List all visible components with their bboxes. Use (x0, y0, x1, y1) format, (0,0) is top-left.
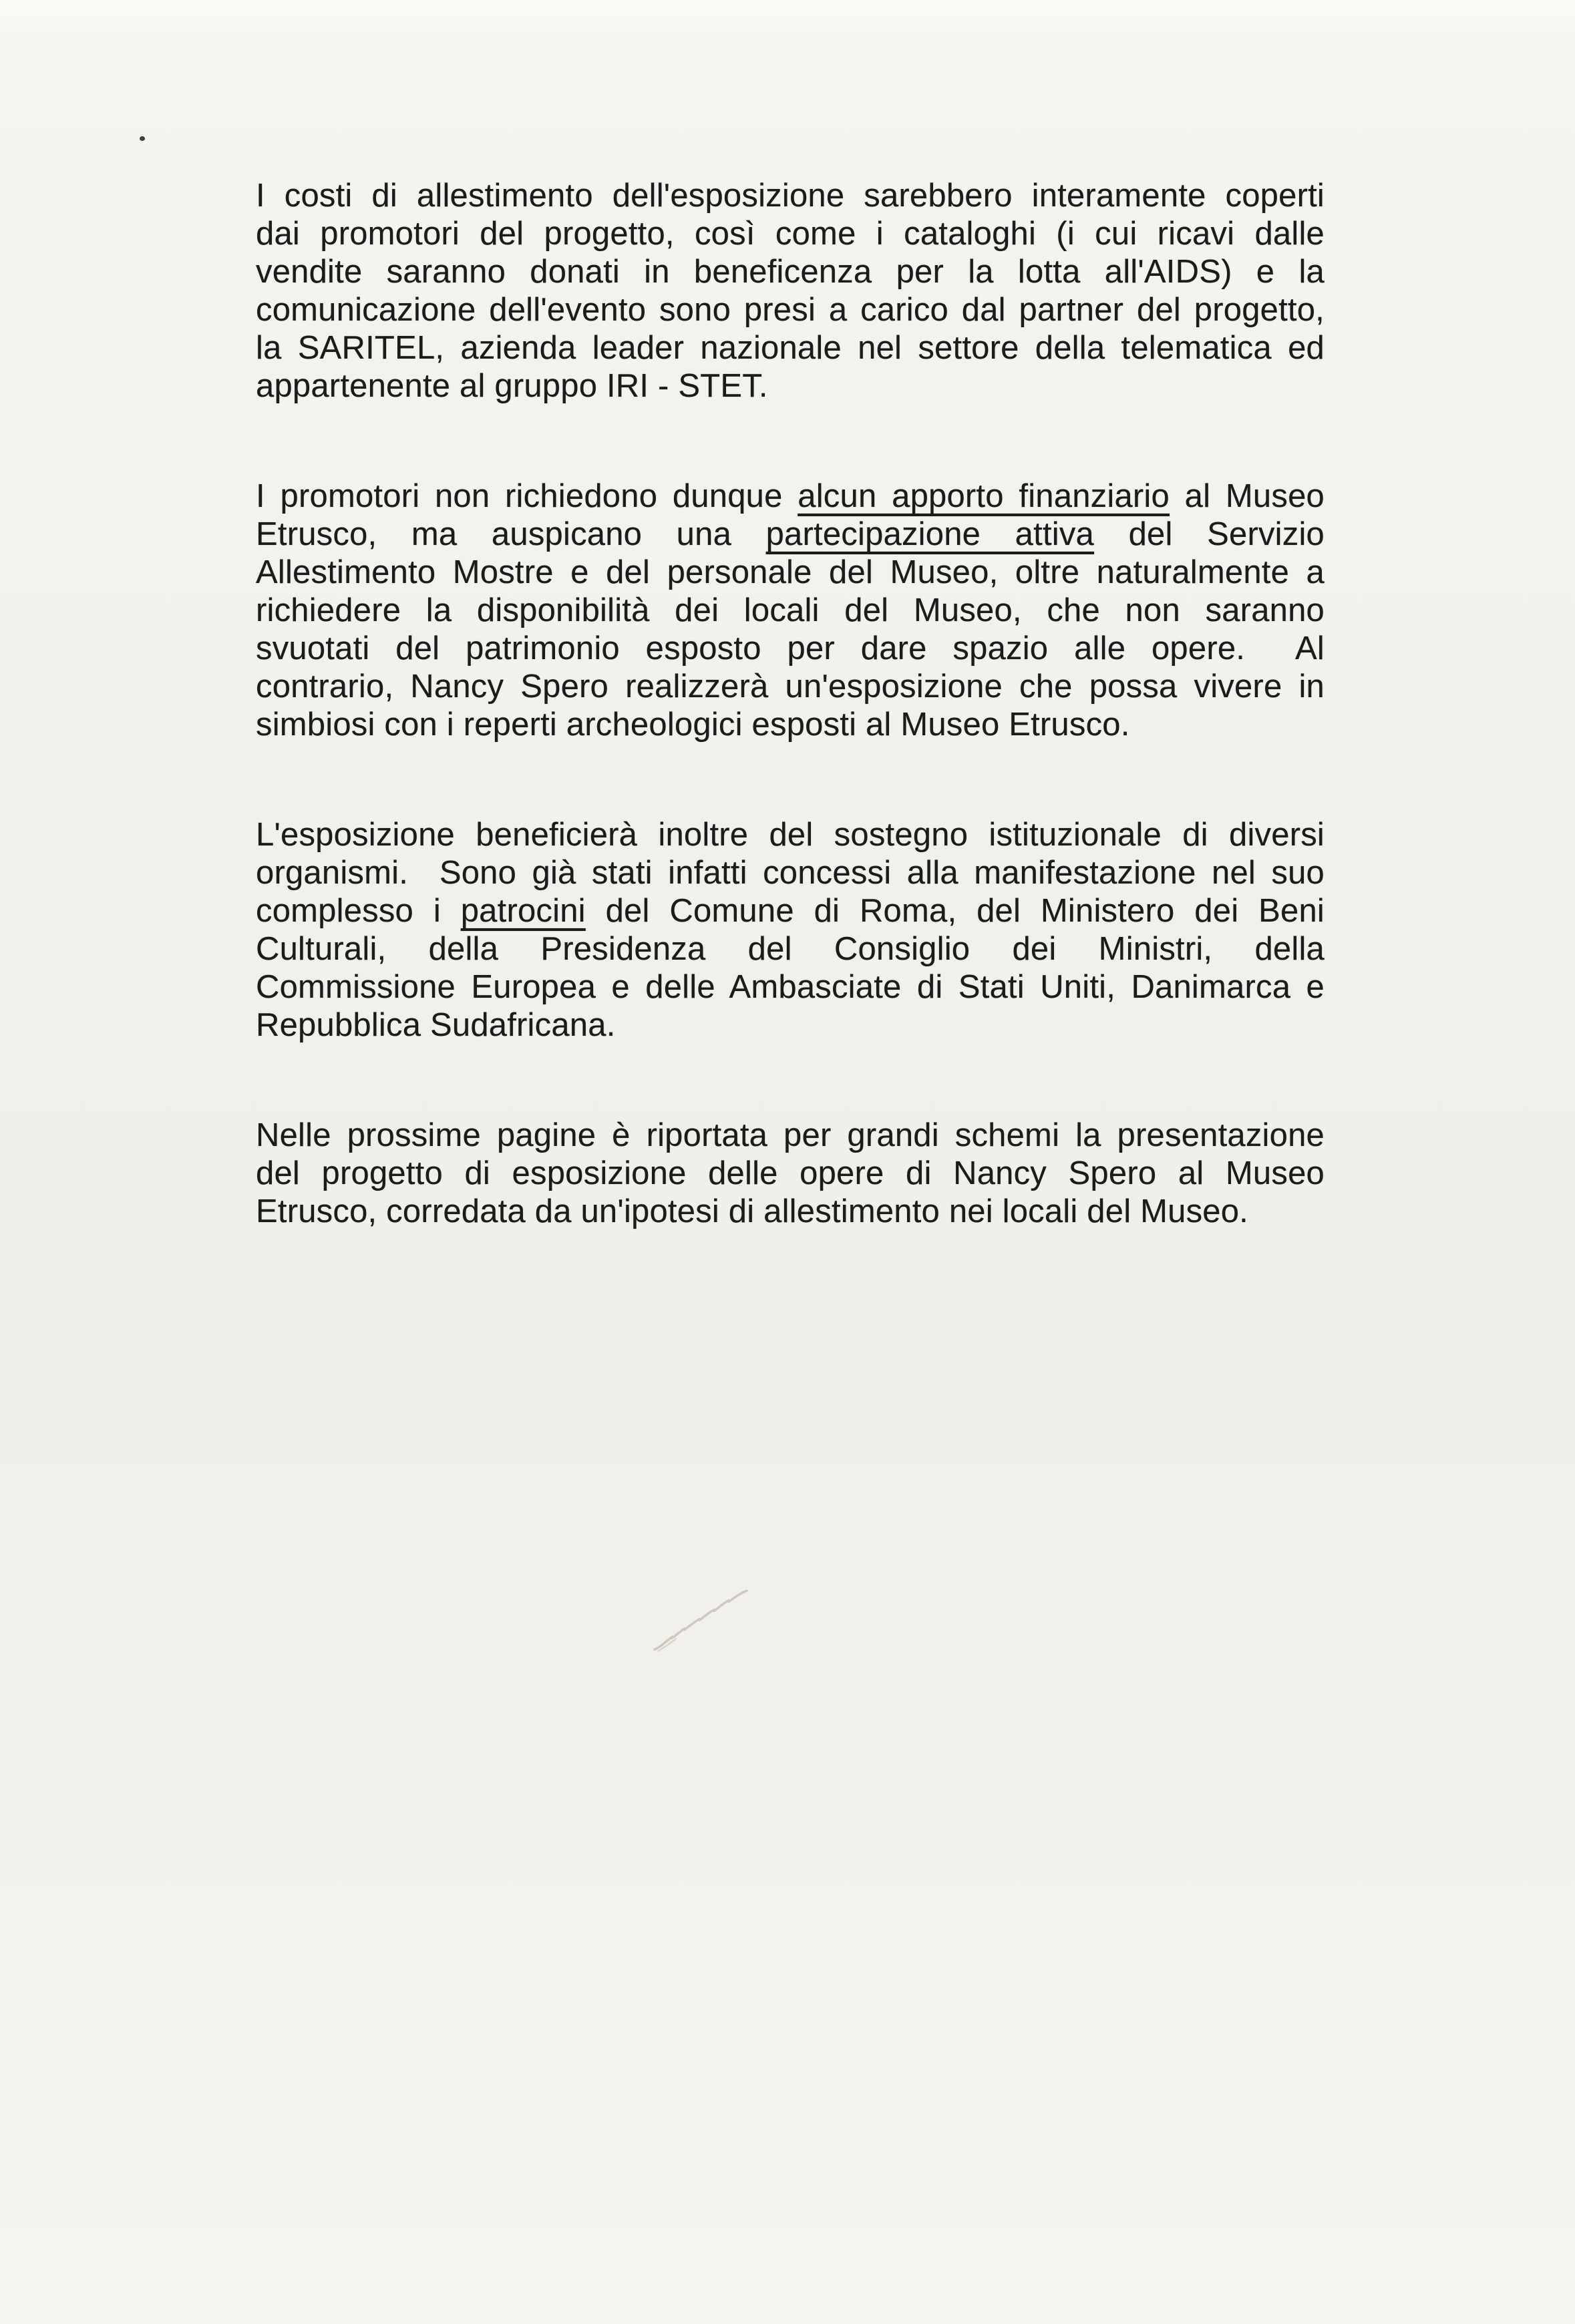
text-segment: al Museo (1169, 478, 1325, 514)
text-segment: Etrusco, ma auspicano una (256, 516, 766, 552)
text-line (256, 291, 1325, 329)
text-segment: appartenente al gruppo IRI - STET. (256, 368, 768, 404)
underlined-phrase: alcun apporto finanziario (798, 478, 1170, 514)
text-line (256, 253, 1325, 291)
paragraph-4 (256, 1117, 1325, 1231)
text-segment: Repubblica Sudafricana. (256, 1007, 616, 1043)
text-segment: contrario, Nancy Spero realizzerà un'esposizione che possa vivere in (256, 668, 1325, 705)
text-segment: Culturali, della Presidenza del Consiglio dei Ministri, della (256, 931, 1325, 967)
text-segment: Etrusco, corredata da un'ipotesi di allestimento nei locali del Museo. (256, 1193, 1248, 1229)
text-line (256, 477, 1325, 516)
text-line (256, 367, 1325, 405)
text-line (256, 892, 1325, 930)
text-line (256, 968, 1325, 1006)
text-segment: Commissione Europea e delle Ambasciate di Stati Uniti, Danimarca e (256, 969, 1325, 1005)
text-segment: simbiosi con i reperti archeologici esposti al Museo Etrusco. (256, 707, 1130, 743)
paragraph-3 (256, 816, 1325, 1044)
text-segment: richiedere la disponibilità dei locali del Museo, che non saranno (256, 592, 1325, 628)
underlined-phrase: partecipazione attiva (765, 516, 1095, 552)
text-segment: Allestimento Mostre e del personale del Museo, oltre naturalmente a (256, 554, 1325, 590)
pencil-scratch-mark (649, 1585, 753, 1655)
paragraph-1 (256, 177, 1325, 405)
text-segment: vendite saranno donati in beneficenza per la lotta all'AIDS) e la (256, 254, 1325, 290)
text-line (256, 592, 1325, 630)
text-line (256, 329, 1325, 367)
text-segment: L'esposizione beneficierà inoltre del sostegno istituzionale di diversi (256, 817, 1325, 853)
text-segment: I promotori non richiedono dunque (256, 478, 798, 514)
text-segment: del Comune di Roma, del Ministero dei Beni (585, 893, 1325, 929)
text-line (256, 554, 1325, 592)
text-segment: comunicazione dell'evento sono presi a carico dal partner del progetto, (256, 292, 1325, 328)
text-line (256, 854, 1325, 892)
text-segment: del progetto di esposizione delle opere di Nancy Spero al Museo (256, 1155, 1325, 1191)
text-segment: complesso i (256, 893, 461, 929)
text-segment: del Servizio (1094, 516, 1325, 552)
text-line (256, 668, 1325, 706)
text-segment: I costi di allestimento dell'esposizione sarebbero interamente coperti (256, 178, 1325, 214)
text-line (256, 930, 1325, 968)
text-segment: svuotati del patrimonio esposto per dare spazio alle opere. Al (256, 630, 1325, 666)
text-segment: organismi. Sono già stati infatti concessi alla manifestazione nel suo (256, 855, 1325, 891)
text-segment: dai promotori del progetto, così come i cataloghi (i cui ricavi dalle (256, 216, 1325, 252)
text-line (256, 630, 1325, 668)
text-segment: Nelle prossime pagine è riportata per grandi schemi la presentazione (256, 1117, 1325, 1153)
text-line (256, 1117, 1325, 1155)
text-line (256, 1006, 1325, 1044)
text-line (256, 1193, 1325, 1231)
underlined-phrase: patrocini (460, 893, 586, 929)
text-line (256, 215, 1325, 253)
text-segment: la SARITEL, azienda leader nazionale nel settore della telematica ed (256, 330, 1325, 366)
text-line (256, 706, 1325, 744)
text-block (256, 177, 1325, 1303)
text-line (256, 516, 1325, 554)
paragraph-2 (256, 477, 1325, 744)
text-line (256, 177, 1325, 215)
ink-speck (140, 136, 145, 141)
text-line (256, 816, 1325, 854)
text-line (256, 1155, 1325, 1193)
